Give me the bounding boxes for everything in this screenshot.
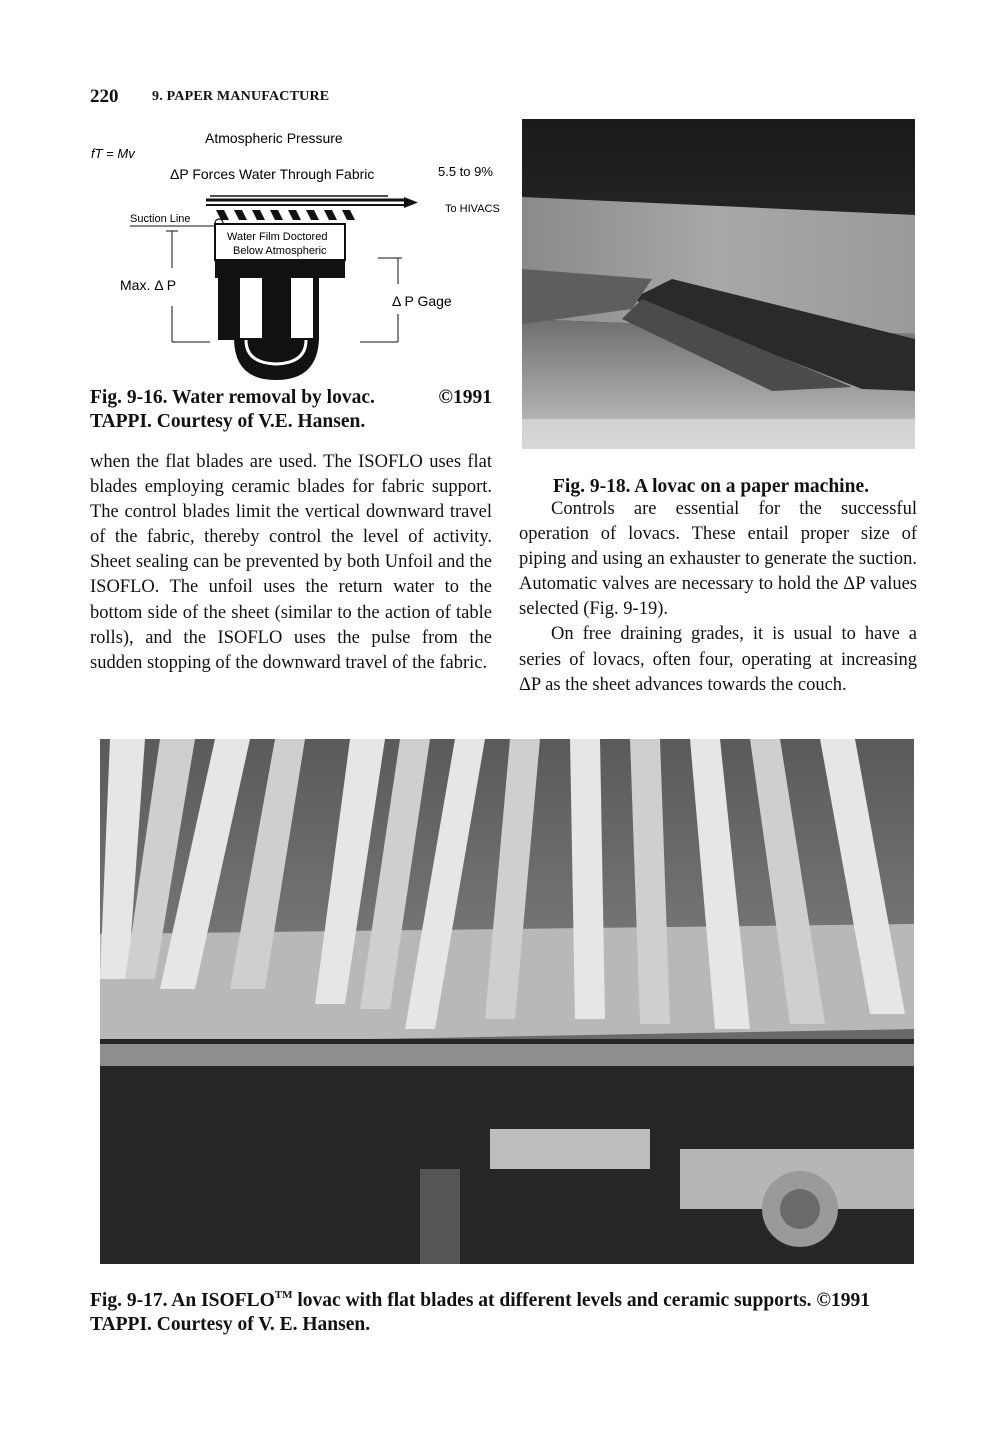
diagram-label-hivacs: To HIVACS (445, 203, 500, 215)
figure-9-16-caption-line2: TAPPI. Courtesy of V.E. Hansen. (90, 411, 366, 432)
figure-9-17-caption (90, 1283, 918, 1337)
right-paragraph-1: Controls are essential for the successful operation of lovacs. These entail proper size of piping and using an exhauster to generate the suction. Automatic valves are necessary to hold the ΔP values selected (Fig. 9-19). (519, 499, 917, 620)
figure-9-18-caption: Fig. 9-18. A lovac on a paper machine. (553, 476, 869, 497)
diagram-label-ft: fT = Mv (91, 146, 135, 161)
lovac-machine-photo (522, 119, 915, 449)
figure-9-17-caption-part2: lovac with flat blades at different levels and ceramic supports. ©1991 TAPPI. Courtesy of V. E. Hansen. (90, 1290, 870, 1335)
diagram-label-max-dp: Max. Δ P (120, 277, 177, 293)
lovac-diagram (88, 118, 518, 380)
page-number: 220 (90, 86, 119, 107)
right-column-text (519, 497, 917, 698)
figure-9-17-trademark: TM (274, 1289, 293, 1301)
diagram-label-dp-gage: Δ P Gage (392, 293, 452, 309)
diagram-label-water-film-2: Below Atmospheric (233, 245, 327, 257)
figure-9-16-caption-right: ©1991 (438, 387, 492, 408)
figure-9-17-caption-part1: Fig. 9-17. An ISOFLO (90, 1290, 275, 1311)
diagram-label-forces: ΔP Forces Water Through Fabric (170, 166, 375, 182)
diagram-label-water-film-1: Water Film Doctored (227, 231, 328, 243)
right-paragraph-2: On free draining grades, it is usual to have a series of lovacs, often four, operating at increasing ΔP as the sheet advances towards the couch. (519, 624, 917, 695)
isoflo-lovac-photo (100, 739, 914, 1264)
diagram-label-atmospheric: Atmospheric Pressure (205, 130, 343, 146)
diagram-label-percent: 5.5 to 9% (438, 164, 493, 179)
left-column-text: when the flat blades are used. The ISOFLO uses flat blades employing ceramic blades for fabric support. The control blades limit the vertical downward travel of the fabric, thereby control the level of activity. Sheet sealing can be prevented by both Unfoil and the ISOFLO. The unfoil uses the return water to the bottom side of the sheet (similar to the action of table rolls), and the ISOFLO uses the pulse from the sudden stopping of the downward travel of the fabric. (90, 452, 492, 673)
diagram-label-suction: Suction Line (130, 213, 191, 225)
figure-9-16-caption-left: Fig. 9-16. Water removal by lovac. (90, 387, 375, 408)
running-title: 9. PAPER MANUFACTURE (152, 89, 330, 104)
figure-9-16-caption (90, 386, 492, 434)
